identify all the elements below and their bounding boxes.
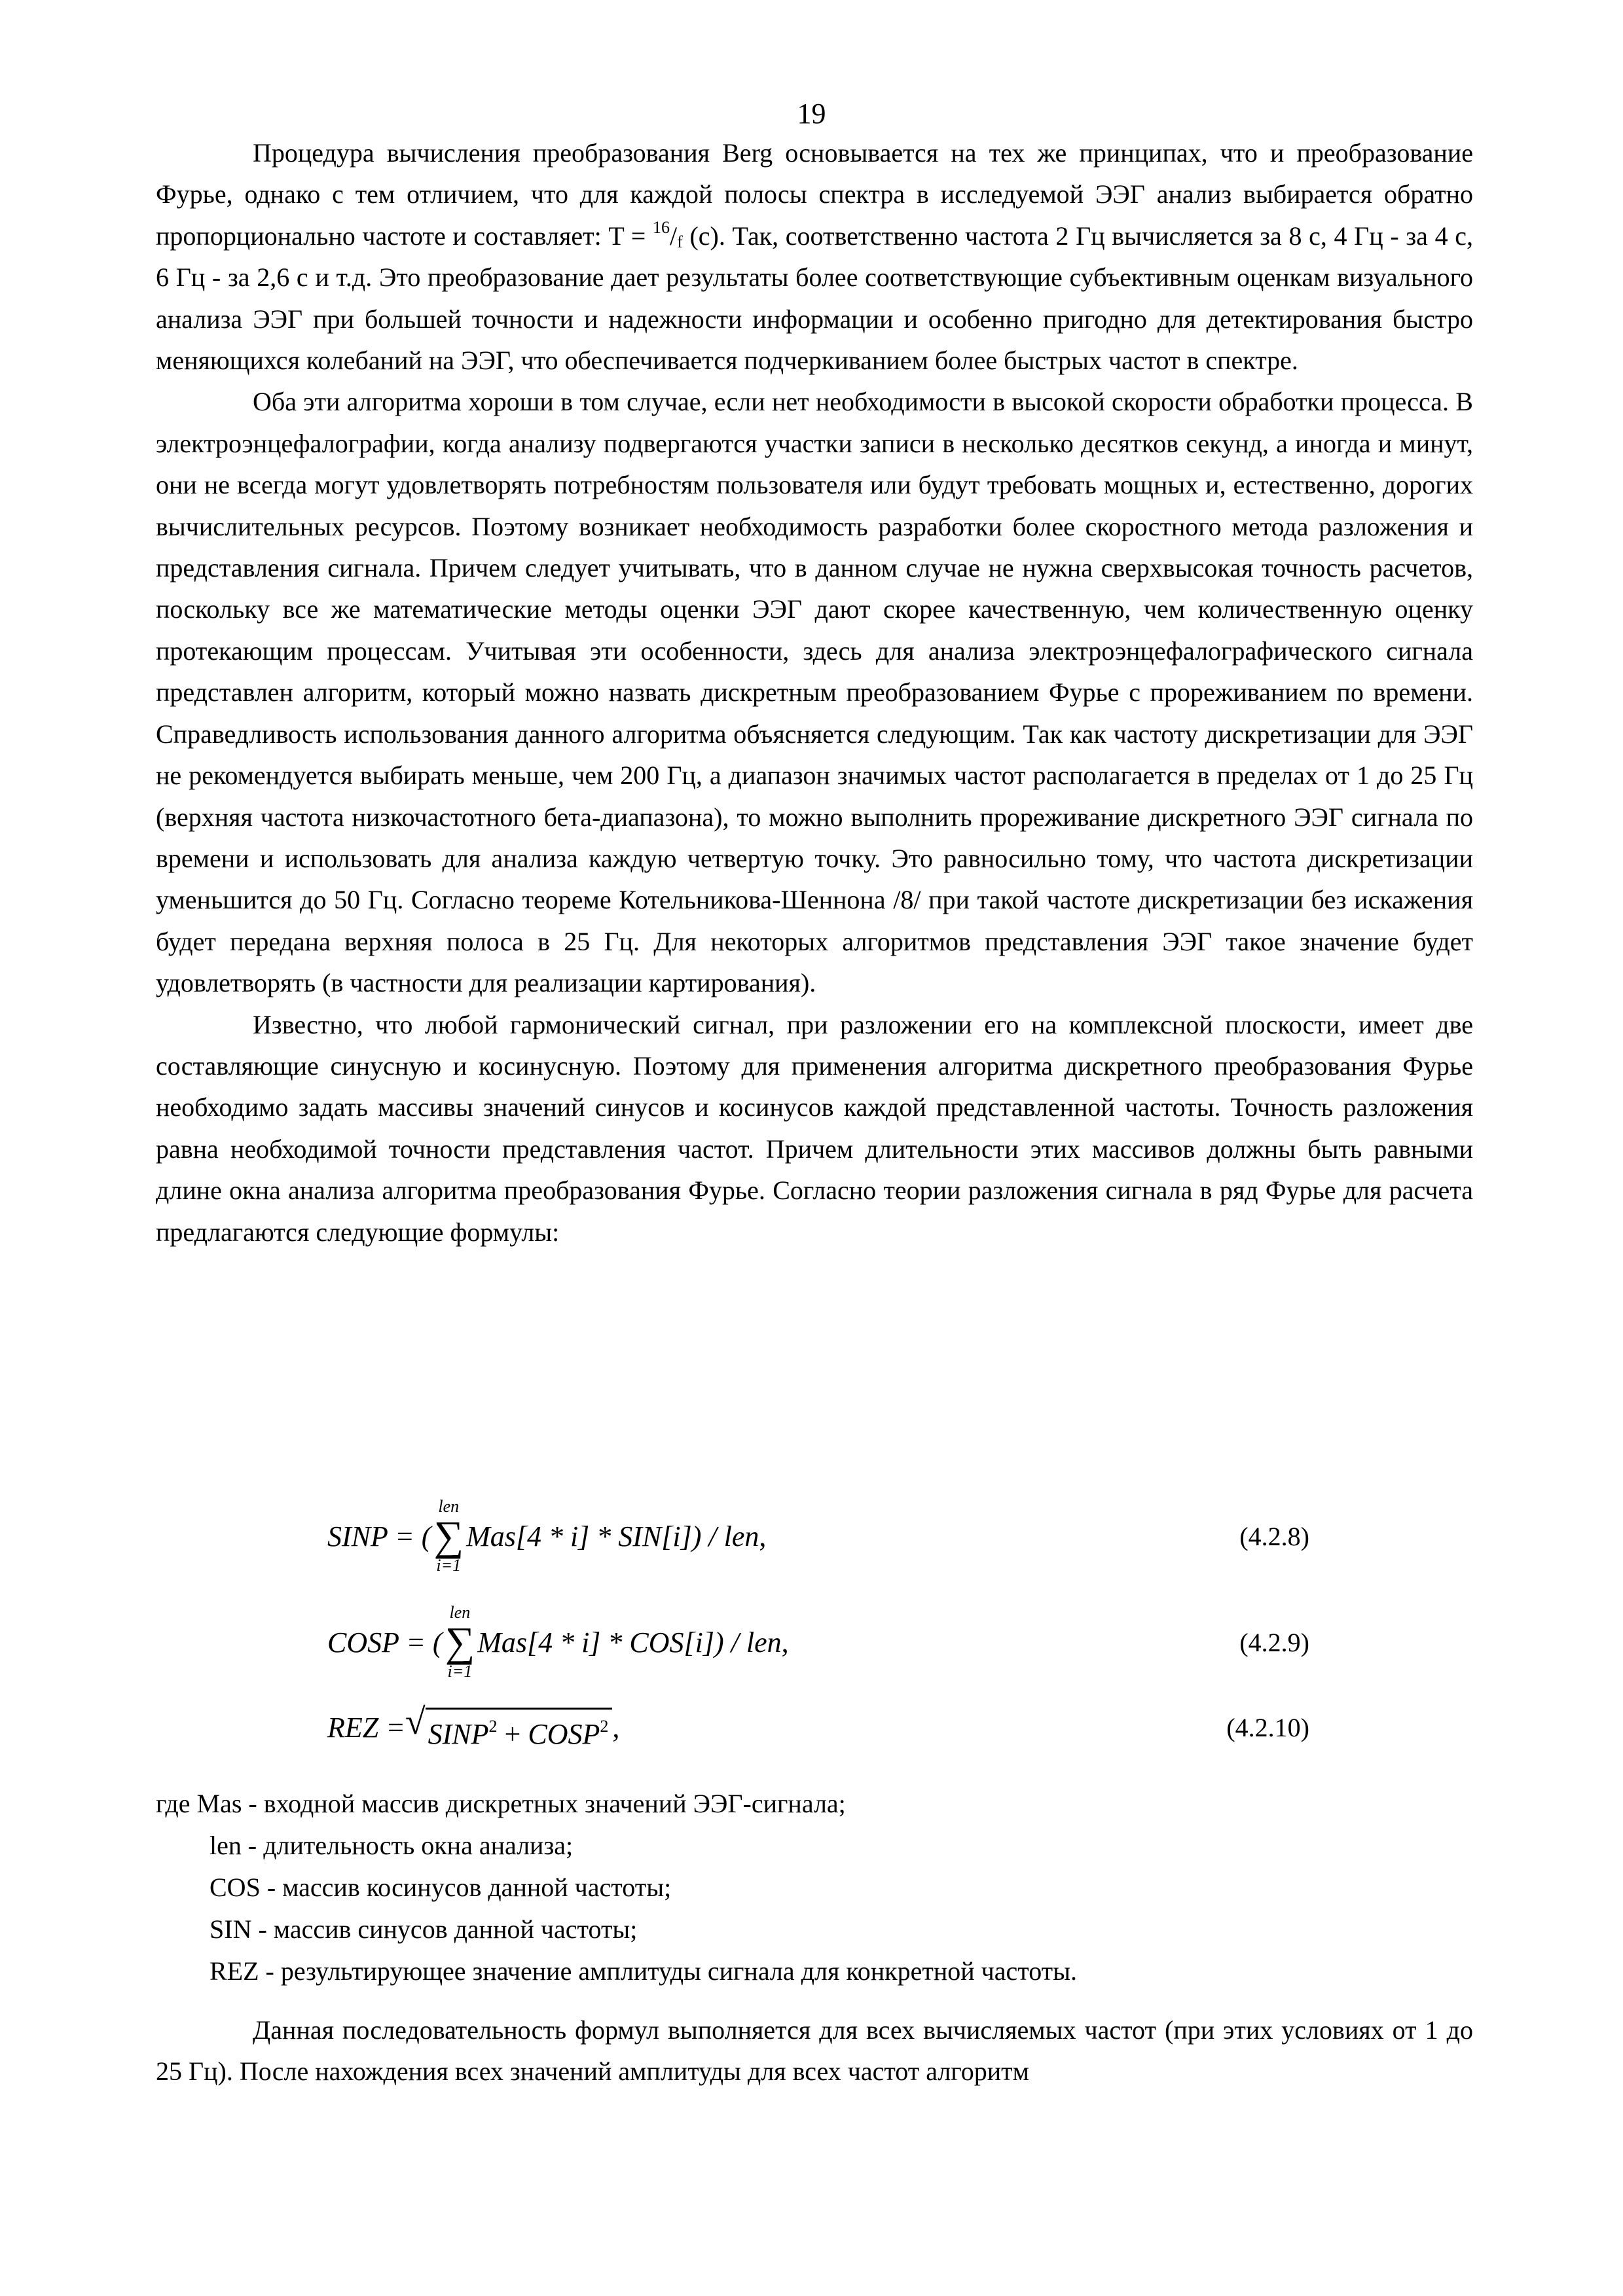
formula-rez-lhs: REZ =	[327, 1711, 405, 1744]
sum-lower-limit: i=1	[436, 1556, 462, 1575]
paragraph-harmonic: Известно, что любой гармонический сигнал, при разложении его на комплексной плоскости, имеет две составляющие синусную и косинусную. Поэтому для применения алгоритма дискретного преобразования Фурье необходимо задать массивы значений синусов и косинусов каждой представленной частоты. Точность разложения равна необходимой точности представления частот. Причем длительности этих массивов должны быть равными длине окна анализа алгоритма преобразования Фурье. Согласно теории разложения сигнала в ряд Фурье для расчета предлагаются следующие формулы:	[156, 1009, 1473, 1247]
radicand-term-cosp: COSP	[528, 1717, 600, 1750]
formula-sinp-row	[327, 1487, 1309, 1585]
definition-len: len - длительность окна анализа;	[210, 1831, 574, 1860]
summation	[433, 1498, 464, 1575]
formula-rez	[327, 1678, 619, 1776]
sum-sign: ∑	[445, 1619, 475, 1665]
sqrt-radicand	[426, 1708, 613, 1751]
sum-sign: ∑	[433, 1513, 464, 1559]
formula-sinp-lhs: SINP = (	[327, 1520, 431, 1552]
paragraph-sequence: Данная последовательность формул выполняется для всех вычисляемых частот (при этих условиях от 1 до 25 Гц). После нахождения всех значений амплитуды для всех частот алгоритм	[156, 2015, 1473, 2087]
paragraph-berg-text-2: (с). Так, соответственно частота 2 Гц вычисляется за 8 с, 4 Гц - за 4 с, 6 Гц - за 2,6 с и т.д. Это преобразование дает результаты более соответствующие субъективным оценкам визуального анализа ЭЭГ при большей точности и надежности информации и особенно пригодно для детектирования быстро меняющихся колебаний на ЭЭГ, что обеспечивается подчеркиванием более быстрых частот в спектре.	[156, 221, 1473, 376]
definition-mas: где Mas - входной массив дискретных значений ЭЭГ-сигнала;	[156, 1789, 846, 1818]
formula-cosp-lhs: COSP = (	[327, 1626, 443, 1659]
formula-sinp	[327, 1487, 766, 1585]
radicand-term-sinp: SINP	[428, 1717, 489, 1750]
sum-upper-limit: len	[438, 1497, 460, 1516]
equation-number-cosp: (4.2.9)	[1239, 1627, 1309, 1657]
period-numerator: 16	[652, 217, 670, 237]
exponent-sinp: 2	[488, 1716, 498, 1736]
formula-sinp-body: Mas[4 * i] * SIN[i]) / len	[466, 1520, 759, 1552]
definition-cos: COS - массив косинусов данной частоты;	[210, 1873, 672, 1902]
definition-sin: SIN - массив синусов данной частоты;	[210, 1914, 638, 1944]
formula-cosp-row	[327, 1593, 1309, 1691]
summation	[445, 1604, 475, 1681]
sqrt-sign: √	[405, 1701, 426, 1742]
definition-rez: REZ - результирующее значение амплитуды сигнала для конкретной частоты.	[210, 1956, 1078, 1986]
equation-number-rez: (4.2.10)	[1226, 1712, 1309, 1742]
equation-number-sinp: (4.2.8)	[1239, 1521, 1309, 1551]
formula-cosp	[327, 1593, 789, 1691]
exponent-cosp: 2	[600, 1716, 609, 1736]
formula-cosp-body: Mas[4 * i] * COS[i]) / len	[477, 1626, 782, 1659]
sum-upper-limit: len	[449, 1603, 471, 1622]
definitions-list	[156, 1783, 1473, 1992]
paragraph-berg-text-1: Процедура вычисления преобразования Berg основывается на тех же принципах, что и преобразование Фурье, однако с тем отличием, что для каждой полосы спектра в исследуемой ЭЭГ анализ выбирается обратно пропорционально частоте и составляет: T =	[156, 138, 1473, 251]
main-text-top	[156, 132, 1473, 1253]
formula-rez-row	[327, 1678, 1309, 1776]
sum-lower-limit: i=1	[447, 1662, 473, 1681]
main-text-bottom	[156, 2009, 1473, 2092]
formula-sinp-trail: ,	[759, 1520, 767, 1552]
square-root	[405, 1701, 612, 1751]
formula-rez-trail: ,	[612, 1711, 620, 1744]
page-number: 19	[797, 98, 826, 130]
period-denominator: f	[677, 232, 683, 251]
paragraph-berg: Процедура вычисления преобразования Berg основывается на тех же принципах, что и преобразование Фурье, однако с тем отличием, что для каждой полосы спектра в исследуемой ЭЭГ анализ выбирается обратно пропорционально частоте и составляет: $T = ^{16}/_f$ (с). Так, соответственно частота 2 Гц вычисляется за 8 с, 4 Гц - за 4 с, 6 Гц - за 2,6 с и т.д. Это преобразование дает результаты более соответствующие субъективным оценкам визуального анализа ЭЭГ при большей точности и надежности информации и особенно пригодно для детектирования быстро меняющихся колебаний на ЭЭГ, что обеспечивается подчеркиванием более быстрых частот в спектре.	[156, 138, 1473, 376]
paragraph-algorithms: Оба эти алгоритма хороши в том случае, если нет необходимости в высокой скорости обработки процесса. В электроэнцефалографии, когда анализу подвергаются участки записи в несколько десятков секунд, а иногда и минут, они не всегда могут удовлетворять потребностям пользователя или будут требовать мощных и, естественно, дорогих вычислительных ресурсов. Поэтому возникает необходимость разработки более скоростного метода разложения и представления сигнала. Причем следует учитывать, что в данном случае не нужна сверхвысокая точность расчетов, поскольку все же математические методы оценки ЭЭГ дают скорее качественную, чем количественную оценку протекающим процессам. Учитывая эти особенности, здесь для анализа электроэнцефалографического сигнала представлен алгоритм, который можно назвать дискретным преобразованием Фурье с прореживанием по времени. Справедливость использования данного алгоритма объясняется следующим. Так как частоту дискретизации для ЭЭГ не рекомендуется выбирать меньше, чем 200 Гц, а диапазон значимых частот располагается в пределах от 1 до 25 Гц (верхняя частота низкочастотного бета-диапазона), то можно выполнить прореживание дискретного ЭЭГ сигнала по времени и использовать для анализа каждую четвертую точку. Это равносильно тому, что частота дискретизации уменьшится до 50 Гц. Согласно теореме Котельникова-Шеннона /8/ при такой частоте дискретизации без искажения будет передана верхняя полоса в 25 Гц. Для некоторых алгоритмов представления ЭЭГ такое значение будет удовлетворять (в частности для реализации картирования).	[156, 387, 1473, 998]
plus-sign: +	[497, 1717, 528, 1750]
formula-cosp-trail: ,	[781, 1626, 789, 1659]
